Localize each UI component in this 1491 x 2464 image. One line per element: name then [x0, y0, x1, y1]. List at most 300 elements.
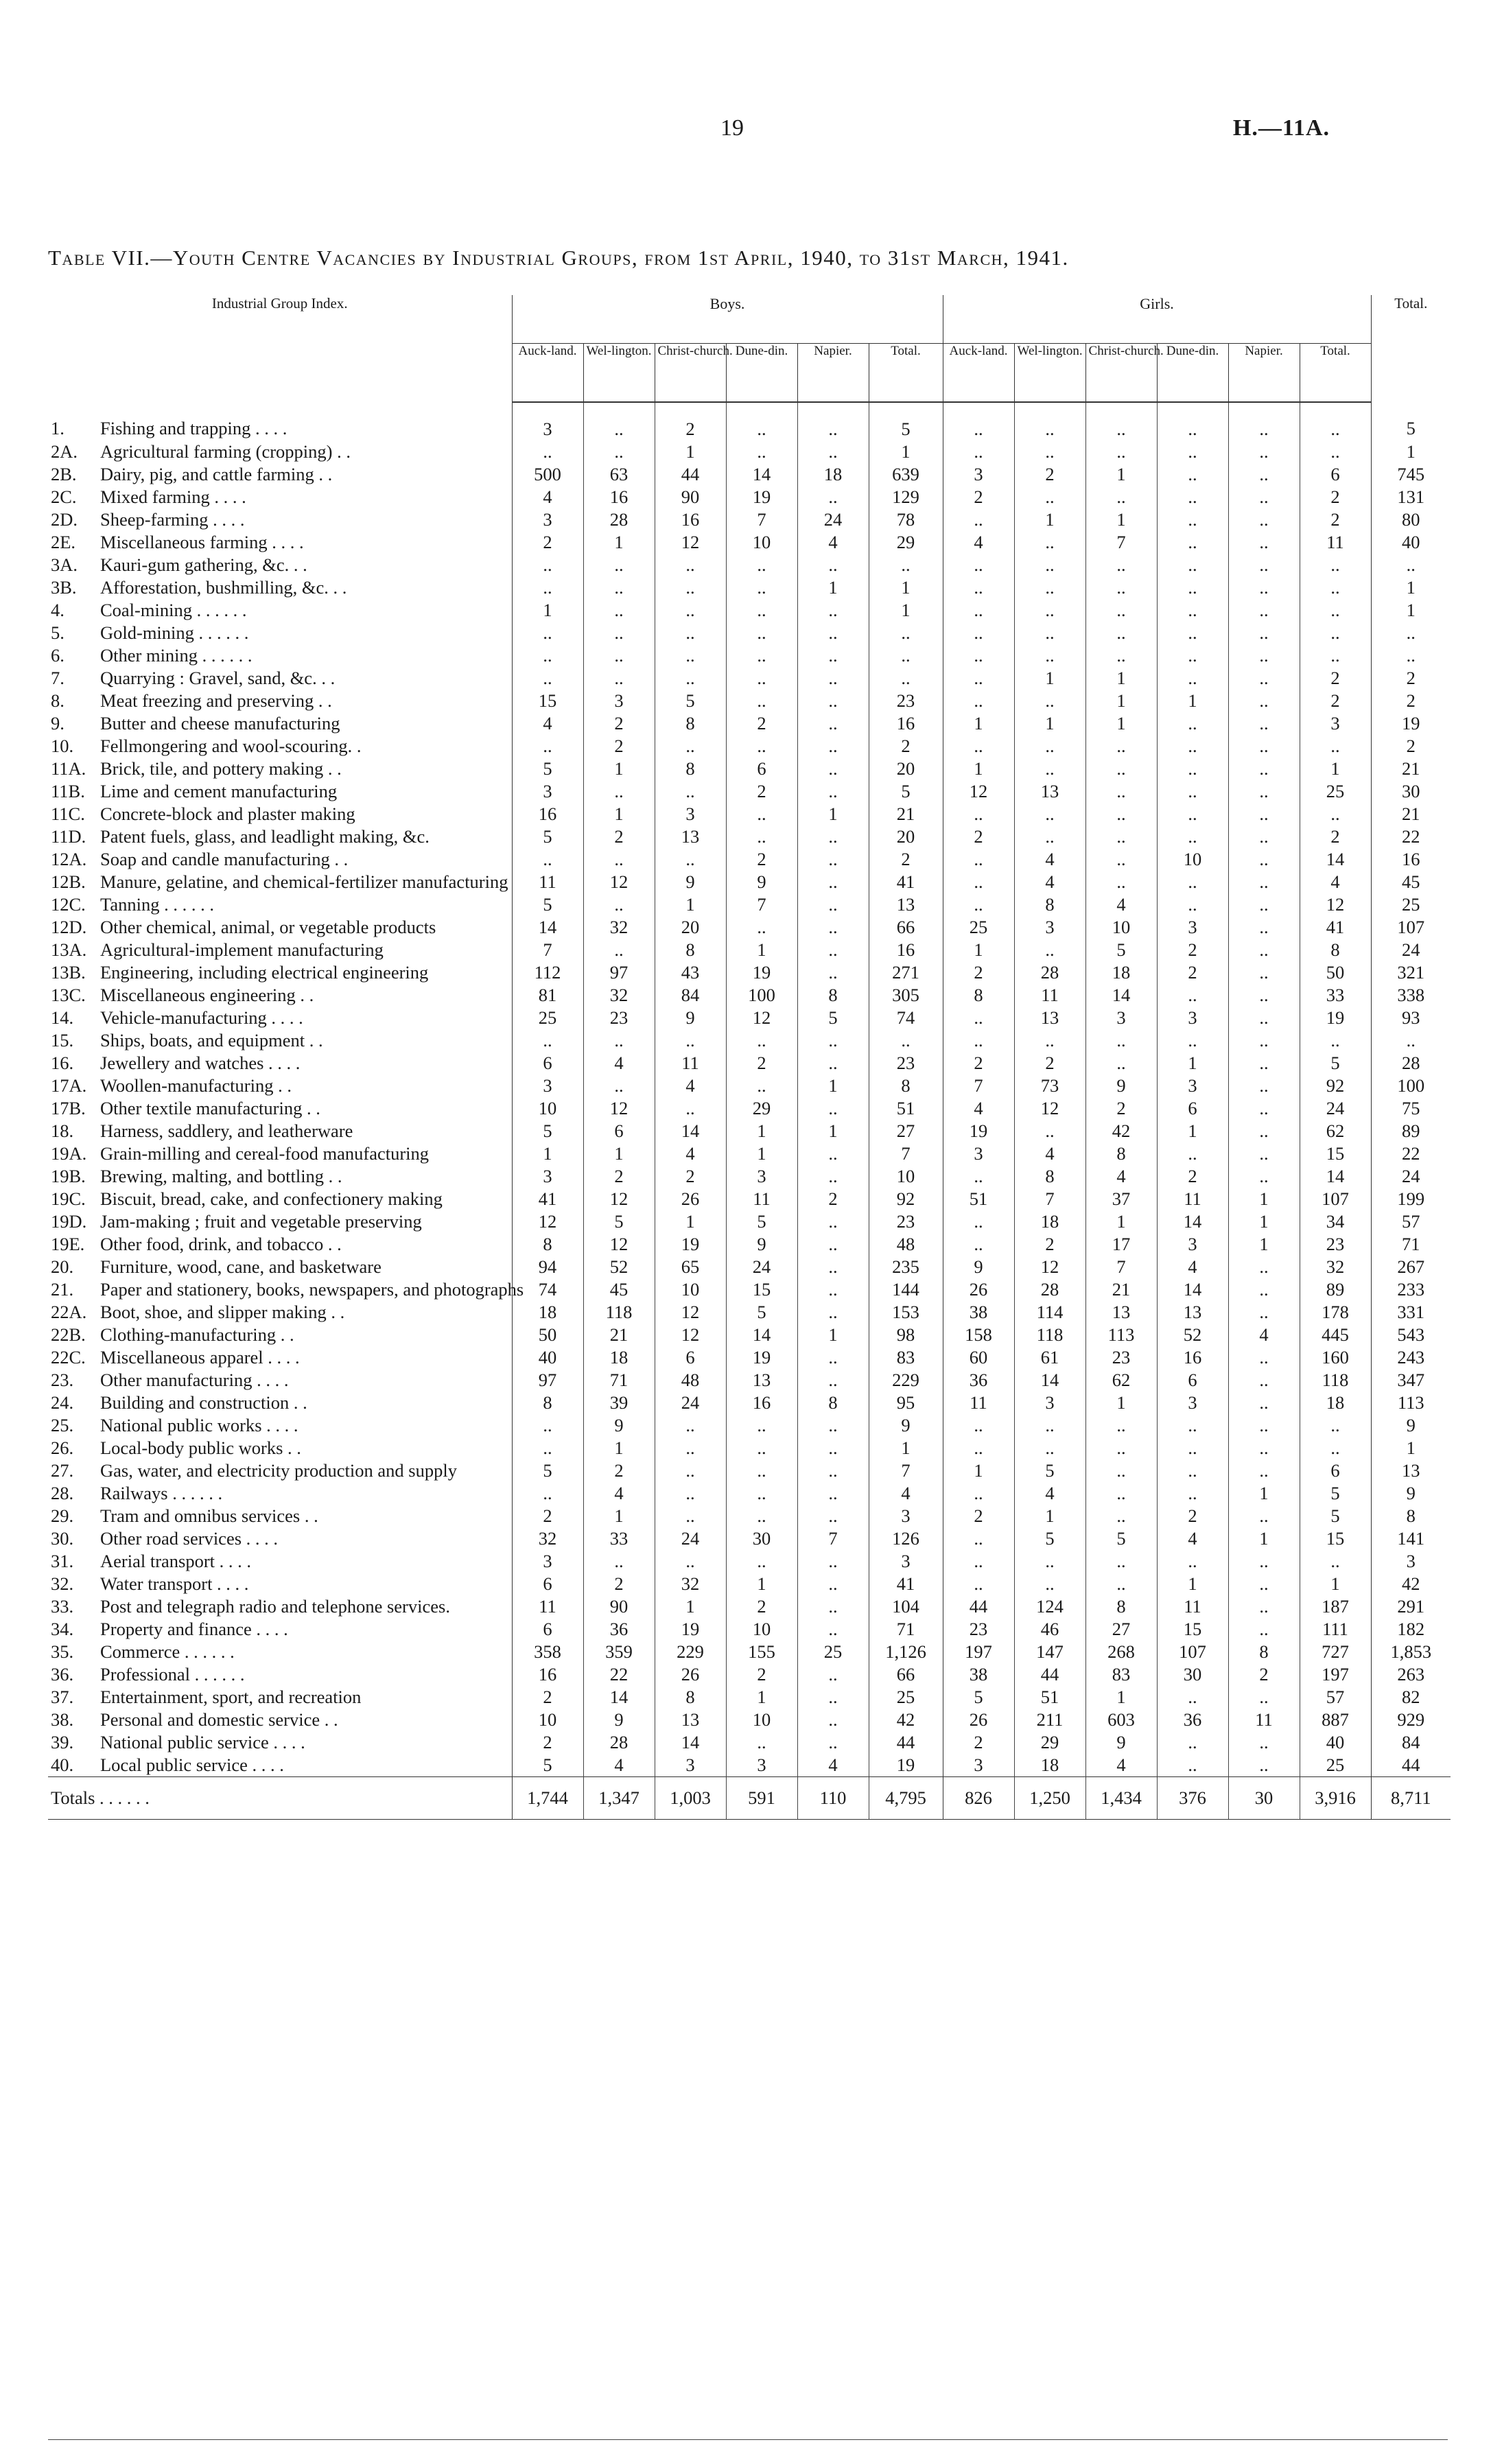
value-cell: 38 [943, 1301, 1014, 1324]
value-cell: .. [797, 848, 869, 871]
value-cell: 25 [512, 1007, 583, 1029]
group-index: 17A. [51, 1075, 87, 1096]
value-cell: 3 [726, 1754, 797, 1777]
value-cell: 19 [869, 1754, 943, 1777]
table-row [48, 1754, 1451, 1777]
value-cell: .. [1014, 644, 1085, 667]
total-cell: 826 [943, 1777, 1014, 1820]
value-cell: 5 [1014, 1527, 1085, 1550]
value-cell: 745 [1371, 463, 1451, 486]
value-cell: 2 [583, 1165, 655, 1188]
group-index: 12C. [51, 894, 86, 915]
value-cell: .. [797, 554, 869, 576]
value-cell: 1 [1371, 599, 1451, 622]
value-cell: 4 [1085, 1754, 1157, 1777]
value-cell: 24 [655, 1392, 726, 1414]
value-cell: 3 [869, 1550, 943, 1573]
value-cell: 6 [583, 1120, 655, 1142]
value-cell: .. [943, 848, 1014, 871]
value-cell: .. [1014, 1550, 1085, 1573]
value-cell: 24 [1371, 1165, 1451, 1188]
group-index: 11A. [51, 758, 86, 779]
value-cell: 10 [1157, 848, 1228, 871]
value-cell: 19 [1300, 1007, 1371, 1029]
value-cell: .. [1157, 576, 1228, 599]
value-cell: 9 [1371, 1482, 1451, 1505]
value-cell: 155 [726, 1641, 797, 1663]
value-cell: 2 [1300, 690, 1371, 712]
boys-wellington-header: Wel-lington. [583, 344, 655, 403]
value-cell: .. [797, 758, 869, 780]
group-index: 12B. [51, 871, 86, 892]
value-cell: .. [1228, 1346, 1300, 1369]
value-cell: 28 [1014, 1278, 1085, 1301]
value-cell: .. [1157, 1142, 1228, 1165]
table-row [48, 402, 1451, 441]
value-cell: .. [583, 402, 655, 441]
value-cell: .. [1228, 1437, 1300, 1459]
value-cell: 2 [1157, 1165, 1228, 1188]
value-cell: .. [797, 1731, 869, 1754]
table-row [48, 916, 1451, 939]
value-cell: .. [726, 576, 797, 599]
value-cell: .. [1157, 622, 1228, 644]
value-cell: .. [1228, 667, 1300, 690]
value-cell: 19 [726, 961, 797, 984]
value-cell: 46 [1014, 1618, 1085, 1641]
value-cell: 24 [726, 1256, 797, 1278]
boys-dunedin-header: Dune-din. [726, 344, 797, 403]
value-cell: .. [655, 599, 726, 622]
table-body [48, 402, 1451, 1777]
value-cell: 2 [726, 848, 797, 871]
value-cell: 144 [869, 1278, 943, 1301]
value-cell: 16 [726, 1392, 797, 1414]
value-cell: 8 [655, 758, 726, 780]
table-row [48, 1482, 1451, 1505]
value-cell: 11 [1014, 984, 1085, 1007]
table-row [48, 1278, 1451, 1301]
table-row [48, 1210, 1451, 1233]
group-name: Building and construction . . [100, 1392, 307, 1413]
value-cell: 1 [583, 1505, 655, 1527]
value-cell: .. [1300, 1029, 1371, 1052]
value-cell: .. [1085, 1550, 1157, 1573]
value-cell: 1 [1300, 758, 1371, 780]
group-name: Afforestation, bushmilling, &c. . . [100, 577, 347, 598]
group-name: Brewing, malting, and bottling . . [100, 1166, 342, 1186]
value-cell: 2 [512, 531, 583, 554]
value-cell: 12 [1014, 1256, 1085, 1278]
table-row [48, 1550, 1451, 1573]
value-cell: 65 [655, 1256, 726, 1278]
value-cell: .. [726, 1459, 797, 1482]
value-cell: 32 [583, 916, 655, 939]
value-cell: 19 [655, 1233, 726, 1256]
value-cell: 3 [1014, 1392, 1085, 1414]
value-cell: .. [943, 1233, 1014, 1256]
group-index: 2B. [51, 464, 77, 484]
group-name: Engineering, including electrical engineering [100, 962, 429, 983]
value-cell: 21 [1085, 1278, 1157, 1301]
value-cell: 5 [797, 1007, 869, 1029]
value-cell: 1 [1014, 1505, 1085, 1527]
group-index: 31. [51, 1551, 74, 1571]
grand-total-header: Total. [1371, 295, 1451, 402]
value-cell: 9 [655, 871, 726, 893]
value-cell: 1,126 [869, 1641, 943, 1663]
group-index: 1. [51, 418, 64, 438]
group-index: 19C. [51, 1188, 86, 1209]
value-cell: 129 [869, 486, 943, 508]
value-cell: .. [583, 1029, 655, 1052]
group-name: Agricultural-implement manufacturing [100, 939, 384, 960]
group-index: 7. [51, 668, 64, 688]
value-cell: 19 [726, 1346, 797, 1369]
group-name: Local-body public works . . [100, 1438, 301, 1458]
value-cell: 25 [1300, 780, 1371, 803]
bottom-rule [48, 2439, 1448, 2440]
value-cell: 1 [943, 939, 1014, 961]
value-cell: .. [797, 1686, 869, 1709]
total-cell: 3,916 [1300, 1777, 1371, 1820]
table-row [48, 1097, 1451, 1120]
value-cell: 5 [512, 1120, 583, 1142]
value-cell: 15 [1157, 1618, 1228, 1641]
value-cell: 7 [869, 1142, 943, 1165]
value-cell: 11 [726, 1188, 797, 1210]
value-cell: .. [797, 1097, 869, 1120]
group-index: 30. [51, 1528, 74, 1549]
value-cell: 15 [1300, 1527, 1371, 1550]
value-cell: 12 [655, 1324, 726, 1346]
value-cell: 1 [726, 1120, 797, 1142]
value-cell: 5 [512, 758, 583, 780]
value-cell: .. [1014, 825, 1085, 848]
value-cell: 41 [512, 1188, 583, 1210]
value-cell: .. [797, 622, 869, 644]
value-cell: .. [1157, 1459, 1228, 1482]
value-cell: 291 [1371, 1595, 1451, 1618]
value-cell: 84 [1371, 1731, 1451, 1754]
value-cell: 2 [1371, 690, 1451, 712]
value-cell: .. [1371, 1029, 1451, 1052]
value-cell: 11 [1157, 1595, 1228, 1618]
value-cell: 24 [797, 508, 869, 531]
value-cell: .. [1228, 1754, 1300, 1777]
group-index: 17B. [51, 1098, 86, 1118]
table-row [48, 825, 1451, 848]
value-cell: 25 [1300, 1754, 1371, 1777]
group-name: Fishing and trapping . . . . [100, 418, 287, 438]
value-cell: 1 [1228, 1482, 1300, 1505]
value-cell: 26 [943, 1709, 1014, 1731]
value-cell: .. [512, 644, 583, 667]
value-cell: 36 [1157, 1709, 1228, 1731]
value-cell: .. [512, 554, 583, 576]
value-cell: 12 [583, 1097, 655, 1120]
value-cell: 3 [512, 780, 583, 803]
value-cell: .. [1228, 871, 1300, 893]
group-name: Patent fuels, glass, and leadlight making, &c. [100, 826, 430, 847]
value-cell: 1 [1228, 1210, 1300, 1233]
value-cell: 4 [1014, 1142, 1085, 1165]
value-cell: .. [1085, 803, 1157, 825]
value-cell: .. [797, 939, 869, 961]
value-cell: 9 [726, 871, 797, 893]
value-cell: 8 [1228, 1641, 1300, 1663]
value-cell: .. [943, 803, 1014, 825]
value-cell: 18 [583, 1346, 655, 1369]
value-cell: 1 [583, 803, 655, 825]
group-name: Miscellaneous apparel . . . . [100, 1347, 300, 1368]
value-cell: 16 [1371, 848, 1451, 871]
value-cell: 25 [797, 1641, 869, 1663]
value-cell: .. [726, 599, 797, 622]
value-cell: 29 [1014, 1731, 1085, 1754]
value-cell: 1 [583, 531, 655, 554]
table-row [48, 1686, 1451, 1709]
value-cell: 19 [726, 486, 797, 508]
value-cell: .. [1014, 402, 1085, 441]
value-cell: 347 [1371, 1369, 1451, 1392]
value-cell: 12 [583, 871, 655, 893]
value-cell: 9 [1085, 1731, 1157, 1754]
value-cell: 197 [943, 1641, 1014, 1663]
table-row [48, 667, 1451, 690]
value-cell: 113 [1085, 1324, 1157, 1346]
value-cell: 1 [655, 1210, 726, 1233]
value-cell: .. [1300, 803, 1371, 825]
value-cell: 107 [1157, 1641, 1228, 1663]
value-cell: .. [726, 402, 797, 441]
group-name: Biscuit, bread, cake, and confectionery making [100, 1188, 443, 1209]
group-index: 5. [51, 622, 64, 643]
value-cell: 4 [869, 1482, 943, 1505]
value-cell: .. [1157, 1437, 1228, 1459]
value-cell: .. [583, 1075, 655, 1097]
value-cell: 3 [583, 690, 655, 712]
boys-napier-header: Napier. [797, 344, 869, 403]
value-cell: .. [1228, 644, 1300, 667]
value-cell: .. [1085, 1573, 1157, 1595]
value-cell: 2 [1300, 486, 1371, 508]
value-cell: 32 [1300, 1256, 1371, 1278]
value-cell: 5 [943, 1686, 1014, 1709]
value-cell: 9 [1371, 1414, 1451, 1437]
value-cell: 20 [869, 758, 943, 780]
value-cell: 3 [1014, 916, 1085, 939]
value-cell: 42 [1371, 1573, 1451, 1595]
value-cell: 2 [869, 735, 943, 758]
group-index: 38. [51, 1709, 74, 1730]
value-cell: 4 [1014, 871, 1085, 893]
value-cell: .. [797, 1663, 869, 1686]
value-cell: .. [1085, 871, 1157, 893]
value-cell: 36 [943, 1369, 1014, 1392]
group-index: 22B. [51, 1324, 86, 1345]
value-cell: 1 [869, 1437, 943, 1459]
value-cell: 32 [512, 1527, 583, 1550]
value-cell: 7 [943, 1075, 1014, 1097]
value-cell: .. [943, 1573, 1014, 1595]
value-cell: 211 [1014, 1709, 1085, 1731]
value-cell: 44 [655, 463, 726, 486]
value-cell: 1 [512, 1142, 583, 1165]
value-cell: .. [1157, 984, 1228, 1007]
group-name: Professional . . . . . . [100, 1664, 245, 1685]
table-row [48, 735, 1451, 758]
value-cell: 2 [943, 1052, 1014, 1075]
group-name: Jam-making ; fruit and vegetable preserving [100, 1211, 422, 1232]
value-cell: .. [726, 1437, 797, 1459]
value-cell: 114 [1014, 1301, 1085, 1324]
value-cell: 27 [869, 1120, 943, 1142]
table-row [48, 1346, 1451, 1369]
table-row [48, 1595, 1451, 1618]
value-cell: 178 [1300, 1301, 1371, 1324]
value-cell: 1 [655, 893, 726, 916]
group-index: 11B. [51, 781, 85, 801]
value-cell: .. [797, 712, 869, 735]
value-cell: 5 [1371, 402, 1451, 441]
value-cell: .. [943, 1165, 1014, 1188]
group-name: Other mining . . . . . . [100, 645, 253, 666]
value-cell: 3 [512, 1550, 583, 1573]
value-cell: 2 [583, 825, 655, 848]
value-cell: .. [583, 644, 655, 667]
value-cell: 8 [512, 1233, 583, 1256]
value-cell: .. [655, 667, 726, 690]
value-cell: 18 [1085, 961, 1157, 984]
value-cell: .. [1157, 554, 1228, 576]
value-cell: .. [655, 644, 726, 667]
group-index: 40. [51, 1755, 74, 1775]
table-row [48, 1459, 1451, 1482]
table-row [48, 984, 1451, 1007]
value-cell: 2 [869, 848, 943, 871]
table-row [48, 1324, 1451, 1346]
value-cell: .. [1228, 1686, 1300, 1709]
value-cell: .. [655, 554, 726, 576]
value-cell: 271 [869, 961, 943, 984]
table-row [48, 1414, 1451, 1437]
value-cell: 23 [1085, 1346, 1157, 1369]
value-cell: 2 [583, 1573, 655, 1595]
value-cell: 6 [512, 1573, 583, 1595]
value-cell: .. [1157, 463, 1228, 486]
value-cell: 51 [943, 1188, 1014, 1210]
value-cell: .. [943, 554, 1014, 576]
value-cell: 6 [512, 1618, 583, 1641]
value-cell: .. [797, 1029, 869, 1052]
value-cell: 30 [726, 1527, 797, 1550]
value-cell: .. [943, 1210, 1014, 1233]
group-index: 28. [51, 1483, 74, 1503]
value-cell: .. [512, 441, 583, 463]
table-row [48, 961, 1451, 984]
value-cell: .. [1157, 893, 1228, 916]
value-cell: 2 [583, 1459, 655, 1482]
value-cell: 1 [655, 1595, 726, 1618]
value-cell: 29 [869, 531, 943, 554]
value-cell: 6 [655, 1346, 726, 1369]
value-cell: 66 [869, 916, 943, 939]
value-cell: .. [1228, 893, 1300, 916]
value-cell: 92 [1300, 1075, 1371, 1097]
value-cell: .. [583, 893, 655, 916]
value-cell: 17 [1085, 1233, 1157, 1256]
value-cell: .. [726, 1482, 797, 1505]
value-cell: .. [726, 803, 797, 825]
group-index: 27. [51, 1460, 74, 1481]
value-cell: 6 [726, 758, 797, 780]
value-cell: .. [1371, 644, 1451, 667]
value-cell: .. [1228, 508, 1300, 531]
group-name: Gold-mining . . . . . . [100, 622, 249, 643]
group-index: 26. [51, 1438, 74, 1458]
value-cell: 90 [655, 486, 726, 508]
value-cell: .. [1300, 441, 1371, 463]
group-name: Other textile manufacturing . . [100, 1098, 320, 1118]
value-cell: 9 [583, 1414, 655, 1437]
group-index: 6. [51, 645, 64, 666]
value-cell: 4 [797, 531, 869, 554]
group-index: 9. [51, 713, 64, 734]
group-name: Meat freezing and preserving . . [100, 690, 332, 711]
value-cell: 34 [1300, 1210, 1371, 1233]
table-row [48, 508, 1451, 531]
value-cell: .. [655, 780, 726, 803]
value-cell: .. [1157, 780, 1228, 803]
group-name: Paper and stationery, books, newspapers, and photographs [100, 1279, 524, 1300]
group-name: Dairy, pig, and cattle farming . . [100, 464, 333, 484]
value-cell: 3 [1300, 712, 1371, 735]
value-cell: 14 [1014, 1369, 1085, 1392]
value-cell: 7 [797, 1527, 869, 1550]
value-cell: 9 [726, 1233, 797, 1256]
value-cell: 4 [583, 1482, 655, 1505]
value-cell: 4 [1228, 1324, 1300, 1346]
value-cell: .. [1228, 848, 1300, 871]
value-cell: 8 [869, 1075, 943, 1097]
value-cell: 1 [726, 1686, 797, 1709]
table-row [48, 554, 1451, 576]
group-name: Local public service . . . . [100, 1755, 284, 1775]
value-cell: .. [1371, 622, 1451, 644]
value-cell: .. [1085, 1482, 1157, 1505]
group-index: 11D. [51, 826, 86, 847]
total-cell: 376 [1157, 1777, 1228, 1820]
table-row [48, 1120, 1451, 1142]
value-cell: .. [1228, 984, 1300, 1007]
value-cell: 16 [655, 508, 726, 531]
value-cell: .. [943, 644, 1014, 667]
value-cell: .. [512, 1029, 583, 1052]
girls-dunedin-header: Dune-din. [1157, 344, 1228, 403]
value-cell: .. [797, 1233, 869, 1256]
group-index: 19E. [51, 1234, 85, 1254]
value-cell: .. [1157, 1029, 1228, 1052]
table-row [48, 690, 1451, 712]
table-row [48, 1165, 1451, 1188]
group-name: Butter and cheese manufacturing [100, 713, 340, 734]
value-cell: 4 [512, 712, 583, 735]
value-cell: .. [1157, 1754, 1228, 1777]
value-cell: .. [943, 1482, 1014, 1505]
value-cell: 13 [1157, 1301, 1228, 1324]
value-cell: 1 [583, 758, 655, 780]
